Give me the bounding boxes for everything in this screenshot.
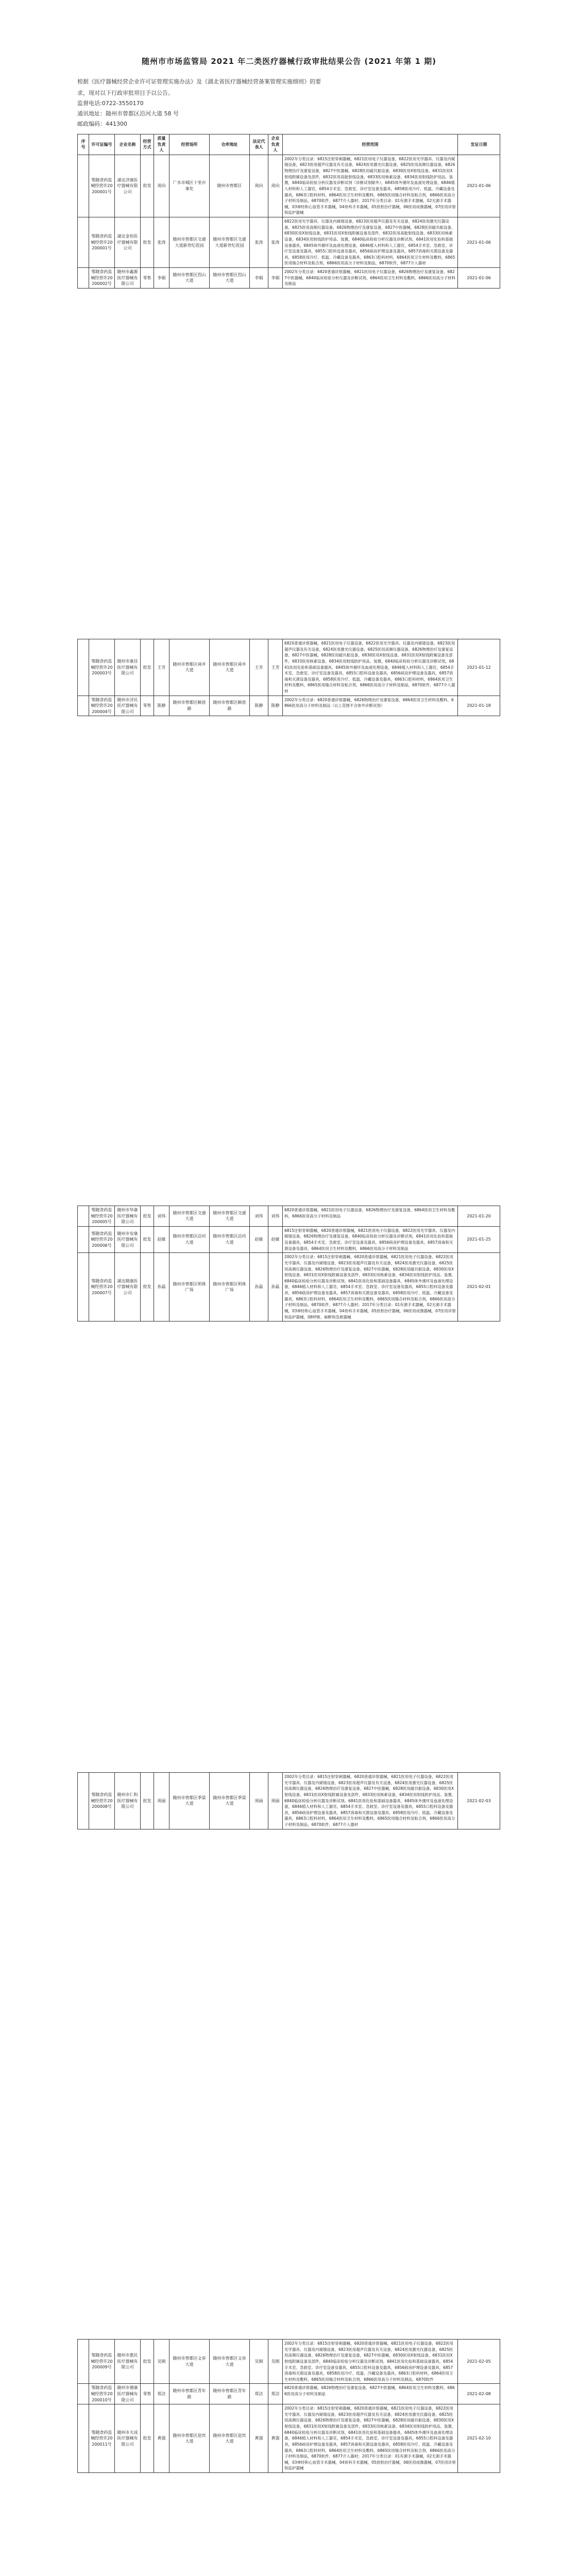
issue-date-cell: 2021-01-06	[458, 155, 500, 217]
warehouse-address-cell: 随州市曾都区文帝大道	[210, 2340, 250, 2384]
license-number-cell: 鄂随食药监械经营许20200009号	[89, 2340, 115, 2384]
company-name-cell: 随州市鑫源医疗器械有限公司	[115, 268, 141, 289]
row-number-cell	[78, 1226, 89, 1253]
enterprise-head-cell: 周丽	[268, 1773, 283, 1829]
legal-representative-cell: 王芳	[250, 639, 268, 696]
company-name-cell: 随州市惠民医疗器械有限公司	[115, 2340, 141, 2384]
business-scope-cell: 6815注射穿刺器械，6820普通诊察器械，6821医用电子仪器设备，6822医用光学器具、仪器及内窥镜设备，6826物理治疗及康复设备，6840临床检验分析仪器及诊断试剂，6841医用化验和基础设备器具，6854手术室、急救室、诊疗室设备及器具，6856病房护理设备及器具，6857消毒和灭菌设备及器具，6864医用卫生材料及敷料，6866医用高分子材料及制品	[283, 1226, 458, 1253]
row-number-cell	[78, 2384, 89, 2404]
legal-representative-cell: 刘伟	[250, 1206, 268, 1227]
business-premises-cell: 随州市曾都区迎宾大道	[169, 2404, 210, 2473]
header-row	[78, 134, 500, 155]
warehouse-address-cell: 随州市曾都区解放路	[210, 696, 250, 716]
table-row	[78, 1226, 500, 1253]
enterprise-head-cell: 郑洁	[268, 2384, 283, 2404]
postal-code: 邮政编码：441300	[77, 121, 127, 127]
license-number-cell: 鄂随食药监械经营许20200001号	[89, 217, 115, 268]
column-header: 序号	[78, 134, 89, 155]
issue-date-cell: 2021-02-01	[458, 1253, 500, 1321]
document-title: 随州市市场监管局 2021 年二类医疗器械行政审批结果公告 (2021 年第 1 期)	[142, 57, 436, 66]
legal-representative-cell: 孙磊	[250, 1253, 268, 1321]
warehouse-address-cell: 随州市曾都区舜井大道	[210, 639, 250, 696]
legal-representative-cell: 张涛	[250, 217, 268, 268]
business-scope-cell: 2002年分类目录：6815注射穿刺器械，6820普通诊察器械，6821医用电子仪器设备，6822医用光学器具、仪器及内窥镜设备，6823医用超声仪器及有关设备，6824医用激光仪器设备，6825医用高频仪器设备，6826物理治疗及康复设备，6827中医器械，6830医用X射线设备，6831医用X射线附属设备及部件，6840临床检验分析仪器及诊断试剂，6841医用化验和基础设备器具，6854手术室、急救室、诊疗室设备及器具，6855口腔科设备及器具，6856病房护理设备及器具，6857消毒和灭菌设备及器具，6858医用冷疗、低温、冷藏设备及器具，6863口腔科材料，6864医用卫生材料及敷料，6865医用缝合材料及粘合剂，6866医用高分子材料及制品，6870软件	[283, 2340, 458, 2384]
business-mode-cell: 批发	[141, 2404, 154, 2473]
enterprise-head-cell: 陈静	[268, 696, 283, 716]
quality-manager-cell: 郑洁	[154, 2384, 169, 2404]
row-number-cell	[78, 1206, 89, 1227]
table-header	[78, 134, 500, 155]
business-scope-cell: 6820普通诊察器械，6821医用电子仪器设备，6822医用光学器具、仪器及内窥镜设备，6823医用超声仪器及有关设备，6824医用激光仪器设备，6825医用高频仪器设备，6826物理治疗及康复设备，6827中医器械，6828医用磁共振设备，6830医用X射线设备，6831医用X射线附属设备及部件，6833医用核素设备，6834医用射线防护用品、装置，6840临床检验分析仪器及诊断试剂，6841医用化验和基础设备器具，6845体外循环及血液处理设备，6846植入材料和人工器官，6854手术室、急救室、诊疗室设备及器具，6855口腔科设备及器具，6856病房护理设备及器具，6857消毒和灭菌设备及器具，6858医用冷疗、低温、冷藏设备及器具，6863口腔科材料，6864医用卫生材料及敷料，6865医用缝合材料及粘合剂，6866医用高分子材料及制品，6870软件，6877介入器材	[283, 639, 458, 696]
table-row	[78, 639, 500, 696]
company-name-cell: 随州市德康医疗器械有限公司	[115, 2384, 141, 2404]
quality-manager-cell: 周丽	[154, 1773, 169, 1829]
column-header: 法定代表人	[250, 134, 268, 155]
row-number-cell	[78, 639, 89, 696]
license-number-cell: 鄂随食药监械经营许20200005号	[89, 1206, 115, 1227]
company-name-cell: 随州市安康医疗器械有限公司	[115, 1226, 141, 1253]
company-name-cell: 随州市华康医疗器械有限公司	[115, 1206, 141, 1227]
page-3	[0, 1133, 578, 1695]
business-scope-cell: 2002年分类目录：6820普通诊察器械，6821医用电子仪器设备，6826物理治疗及康复设备，6827中医器械，6840临床检验分析仪器及诊断试剂，6864医用卫生材料及敷料，6866医用高分子材料及制品	[283, 268, 458, 289]
business-mode-cell: 批发	[141, 1773, 154, 1829]
business-premises-cell: 随州市曾都区舜井大道	[169, 639, 210, 696]
issue-date-cell: 2021-01-25	[458, 1226, 500, 1253]
company-name-cell: 湖北金恒医疗器械有限公司	[115, 217, 141, 268]
table-row	[78, 696, 500, 716]
business-mode-cell: 批发	[141, 155, 154, 217]
table-row	[78, 2404, 500, 2473]
license-number-cell: 鄂随食药监械经营许20200008号	[89, 1773, 115, 1829]
issue-date-cell: 2021-01-18	[458, 696, 500, 716]
license-number-cell: 鄂随食药监械经营许20200001号	[89, 155, 115, 217]
table-row	[78, 217, 500, 268]
quality-manager-cell: 李娟	[154, 268, 169, 289]
business-premises-cell: 随州市曾都区文帝大道	[169, 2340, 210, 2384]
issue-date-cell: 2021-02-03	[458, 1773, 500, 1829]
column-header: 仓库地址	[210, 134, 250, 155]
business-scope-cell: 2002年分类目录：6815注射穿刺器械，6820普通诊察器械，6821医用电子仪器设备，6822医用光学器具、仪器及内窥镜设备，6823医用超声仪器及有关设备，6824医用激光仪器设备，6825医用高频仪器设备，6826物理治疗及康复设备，6827中医器械，6828医用磁共振设备，6830医用X射线设备，6831医用X射线附属设备及部件，6833医用核素设备，6834医用射线防护用品、装置，6840临床检验分析仪器及诊断试剂，6841医用化验和基础设备器具，6845体外循环及血液处理设备，6846植入材料和人工器官，6854手术室、急救室、诊疗室设备及器具，6855口腔科设备及器具，6856病房护理设备及器具，6857消毒和灭菌设备及器具，6858医用冷疗、低温、冷藏设备及器具，6863口腔科材料，6864医用卫生材料及敷料，6865医用缝合材料及粘合剂，6866医用高分子材料及制品，6870软件，6877介入器材	[283, 1773, 458, 1829]
row-number-cell	[78, 1253, 89, 1321]
business-scope-cell: 2002年分类目录：6815注射穿刺器械，6820普通诊察器械，6821医用电子仪器设备，6822医用光学器具、仪器及内窥镜设备，6823医用超声仪器及有关设备，6824医用激光仪器设备，6825医用高频仪器设备，6826物理治疗及康复设备，6827中医器械，6828医用磁共振设备，6830医用X射线设备，6831医用X射线附属设备及部件，6833医用核素设备，6834医用射线防护用品、装置，6840临床检验分析仪器及诊断试剂，6841医用化验和基础设备器具，6845体外循环及血液处理设备，6846植入材料和人工器官，6854手术室、急救室、诊疗室设备及器具，6855口腔科设备及器具，6856病房护理设备及器具，6857消毒和灭菌设备及器具，6858医用冷疗、低温、冷藏设备及器具，6863口腔科材料，6864医用卫生材料及敷料，6865医用缝合材料及粘合剂，6866医用高分子材料及制品，6870软件，6877介入器材；2017年分类目录：01有源手术器械，02无源手术器械，03神经和心血管手术器械，04骨科手术器械，05放射治疗器械，06医用成像器械，07医用诊察和监护器械	[283, 2404, 458, 2473]
enterprise-head-cell: 孙磊	[268, 1253, 283, 1321]
issue-date-cell: 2021-01-06	[458, 268, 500, 289]
column-header: 经营范围	[283, 134, 458, 155]
supervision-phone: 监督电话:0722-3550170	[77, 100, 144, 107]
company-name-cell: 随州市济民医疗器械有限公司	[115, 696, 141, 716]
warehouse-address-cell: 随州市曾都区青年路	[210, 2384, 250, 2404]
issue-date-cell: 2021-01-06	[458, 217, 500, 268]
business-premises-cell: 随州市曾都区沿河大道	[169, 1226, 210, 1253]
intro-line-2: 求，现对以下行政审批项目予以公告。	[77, 90, 174, 96]
page-5	[0, 2267, 578, 2576]
intro-line-1: 根据《医疗器械经营企业许可证管理实施办法》及《湖北省医疗器械经营备案管理实施细则》的要	[77, 78, 321, 85]
issue-date-cell: 2021-01-12	[458, 639, 500, 696]
license-number-cell: 鄂随食药监械经营许20200003号	[89, 639, 115, 696]
issue-date-cell: 2021-02-08	[458, 2384, 500, 2404]
business-mode-cell: 批发	[141, 1206, 154, 1227]
row-number-cell	[78, 696, 89, 716]
business-mode-cell: 批发	[141, 1253, 154, 1321]
enterprise-head-cell: 吴刚	[268, 2340, 283, 2384]
quality-manager-cell: 刘伟	[154, 1206, 169, 1227]
table-row	[78, 2340, 500, 2384]
enterprise-head-cell: 赵敏	[268, 1226, 283, 1253]
business-scope-cell: 6820普通诊察器械，6826物理治疗及康复设备，6827中医器械，6864医用卫生材料及敷料，6866医用高分子材料及制品	[283, 2384, 458, 2404]
quality-manager-cell: 黄强	[154, 2404, 169, 2473]
row-number-cell	[78, 2340, 89, 2384]
approval-table-page-3	[77, 1206, 500, 1321]
business-mode-cell: 批发	[141, 217, 154, 268]
table-row	[78, 1773, 500, 1829]
company-name-cell: 随州市康佳医疗器械有限公司	[115, 639, 141, 696]
legal-representative-cell: 郑洁	[250, 2384, 268, 2404]
quality-manager-cell: 周向	[154, 155, 169, 217]
license-number-cell: 鄂随食药监械经营许20200006号	[89, 1226, 115, 1253]
column-header: 企业负责人	[268, 134, 283, 155]
business-scope-cell: 6822医用光学器具、仪器及内窥镜设备，6823医用超声仪器及有关设备，6824医用激光仪器设备，6825医用高频仪器设备，6826物理治疗及康复设备，6827中医器械，6828医用磁共振设备，6830医用X射线设备，6831医用X射线附属设备及部件，6832医用高能射线设备，6833医用核素设备，6834医用射线防护用品、装置，6840临床检验分析仪器及诊断试剂，6841医用化验和基础设备器具，6845体外循环及血液处理设备，6846植入材料和人工器官，6854手术室、急救室、诊疗室设备及器具，6855口腔科设备及器具，6856病房护理设备及器具，6857消毒和灭菌设备及器具，6858医用冷疗、低温、冷藏设备及器具，6863口腔科材料，6864医用卫生材料及敷料，6865医用缝合材料及粘合剂，6866医用高分子材料及制品，6870软件，6877介入器材	[283, 217, 458, 268]
row-number-cell	[78, 155, 89, 217]
page-2	[0, 567, 578, 1128]
issue-date-cell: 2021-02-05	[458, 2340, 500, 2384]
column-header: 质量负责人	[154, 134, 169, 155]
warehouse-address-cell: 随州市曾都区沿河大道	[210, 1226, 250, 1253]
table-row	[78, 1206, 500, 1227]
quality-manager-cell: 孙磊	[154, 1253, 169, 1321]
enterprise-head-cell: 李娟	[268, 268, 283, 289]
enterprise-head-cell: 王芳	[268, 639, 283, 696]
approval-table-page-4	[77, 1772, 500, 1829]
business-mode-cell: 批发	[141, 1226, 154, 1253]
row-number-cell	[78, 268, 89, 289]
warehouse-address-cell: 随州市曾都区明珠广场	[210, 1253, 250, 1321]
warehouse-address-cell: 随州市曾都区交通大道新世纪花园	[210, 217, 250, 268]
business-mode-cell: 零售	[141, 268, 154, 289]
table-row	[78, 2384, 500, 2404]
business-mode-cell: 批发	[141, 639, 154, 696]
legal-representative-cell: 赵敏	[250, 1226, 268, 1253]
page-1	[0, 0, 578, 562]
business-premises-cell: 随州市曾都区青年路	[169, 2384, 210, 2404]
company-name-cell: 湖北济康医疗器械有限公司	[115, 155, 141, 217]
warehouse-address-cell: 随州市曾都区	[210, 155, 250, 217]
table-row	[78, 155, 500, 217]
approval-table-page-1	[77, 134, 500, 289]
warehouse-address-cell: 随州市曾都区交通大道	[210, 1206, 250, 1227]
column-header: 许可证编号	[89, 134, 115, 155]
approval-table-page-5	[77, 2339, 500, 2473]
company-name-cell: 随州市天成医疗器械有限公司	[115, 2404, 141, 2473]
quality-manager-cell: 陈静	[154, 696, 169, 716]
legal-representative-cell: 周向	[250, 155, 268, 217]
legal-representative-cell: 吴刚	[250, 2340, 268, 2384]
issue-date-cell: 2021-02-10	[458, 2404, 500, 2473]
column-header: 经营场所	[169, 134, 210, 155]
quality-manager-cell: 赵敏	[154, 1226, 169, 1253]
page-4	[0, 1700, 578, 2262]
column-header: 企业名称	[115, 134, 141, 155]
legal-representative-cell: 陈静	[250, 696, 268, 716]
license-number-cell: 鄂随食药监械经营许20200011号	[89, 2404, 115, 2473]
business-mode-cell: 批发	[141, 2340, 154, 2384]
license-number-cell: 鄂随食药监械经营许20200002号	[89, 268, 115, 289]
business-premises-cell: 随州市曾都区交通大道新世纪花园	[169, 217, 210, 268]
license-number-cell: 鄂随食药监械经营许20200004号	[89, 696, 115, 716]
business-premises-cell: 广水市城区十里办事处	[169, 155, 210, 217]
warehouse-address-cell: 随州市曾都区迎宾大道	[210, 2404, 250, 2473]
legal-representative-cell: 李娟	[250, 268, 268, 289]
business-scope-cell: 2002年分类目录：6820普通诊察器械，6826物理治疗及康复设备，6864医用卫生材料及敷料，6866医用高分子材料及制品（以上范围不含体外诊断试剂）	[283, 696, 458, 716]
business-scope-cell: 2002年分类目录：6815注射穿刺器械，6821医用电子仪器设备，6822医用光学器具、仪器及内窥镜设备，6823医用超声仪器及有关设备，6824医用激光仪器设备，6825医用高频仪器设备，6826物理治疗及康复设备，6827中医器械，6828医用磁共振设备，6830医用X射线设备，6831医用X射线附属设备及部件，6832医用高能射线设备，6833医用核素设备，6834医用射线防护用品、装置，6840临床检验分析仪器及诊断试剂（诊断试剂除外），6845体外循环及血液处理设备，6846植入材料和人工器官，6854手术室、急救室、诊疗室设备及器具，6858医用冷疗、低温、冷藏设备及器具，6863口腔科材料，6864医用卫生材料及敷料，6865医用缝合材料及粘合剂，6866医用高分子材料及制品，6870软件，6877介入器材；2017年分类目录：01有源手术器械，02无源手术器械，03神经和心血管手术器械，04骨科手术器械，05放射治疗器械，06医用成像器械，07医用诊察和监护器械	[283, 155, 458, 217]
warehouse-address-cell: 随州市曾都区烈山大道	[210, 268, 250, 289]
business-scope-cell: 2002年分类目录：6815注射穿刺器械，6820普通诊察器械，6821医用电子仪器设备，6822医用光学器具、仪器及内窥镜设备，6823医用超声仪器及有关设备，6824医用激光仪器设备，6825医用高频仪器设备，6826物理治疗及康复设备，6827中医器械，6828医用磁共振设备，6830医用X射线设备，6831医用X射线附属设备及部件，6833医用核素设备，6834医用射线防护用品、装置，6840临床检验分析仪器及诊断试剂，6841医用化验和基础设备器具，6845体外循环及血液处理设备，6846植入材料和人工器官，6854手术室、急救室、诊疗室设备及器具，6855口腔科设备及器具，6856病房护理设备及器具，6857消毒和灭菌设备及器具，6858医用冷疗、低温、冷藏设备及器具，6863口腔科材料，6864医用卫生材料及敷料，6865医用缝合材料及粘合剂，6866医用高分子材料及制品，6870软件，6877介入器材；2017年分类目录：01有源手术器械，02无源手术器械，03神经和心血管手术器械，04骨科手术器械，05放射治疗器械，06医用成像器械，07医用诊察和监护器械，08呼吸、麻醉和急救器械	[283, 1253, 458, 1321]
business-mode-cell: 零售	[141, 696, 154, 716]
business-premises-cell: 随州市曾都区季梁大道	[169, 1773, 210, 1829]
row-number-cell	[78, 2404, 89, 2473]
company-name-cell: 湖北随康医疗器械有限公司	[115, 1253, 141, 1321]
business-scope-cell: 6820普通诊察器械，6821医用电子仪器设备，6826物理治疗及康复设备，6864医用卫生材料及敷料，6866医用高分子材料及制品	[283, 1206, 458, 1227]
business-premises-cell: 随州市曾都区解放路	[169, 696, 210, 716]
issue-date-cell: 2021-01-20	[458, 1206, 500, 1227]
company-name-cell: 随州市仁和医疗器械有限公司	[115, 1773, 141, 1829]
row-number-cell	[78, 1773, 89, 1829]
column-header: 经营方式	[141, 134, 154, 155]
legal-representative-cell: 黄强	[250, 2404, 268, 2473]
business-premises-cell: 随州市曾都区交通大道	[169, 1206, 210, 1227]
business-mode-cell: 零售	[141, 2384, 154, 2404]
quality-manager-cell: 吴刚	[154, 2340, 169, 2384]
approval-table-page-2	[77, 639, 500, 716]
business-premises-cell: 随州市曾都区烈山大道	[169, 268, 210, 289]
business-premises-cell: 随州市曾都区明珠广场	[169, 1253, 210, 1321]
table-row	[78, 1253, 500, 1321]
table-row	[78, 268, 500, 289]
quality-manager-cell: 张涛	[154, 217, 169, 268]
legal-representative-cell: 周丽	[250, 1773, 268, 1829]
license-number-cell: 鄂随食药监械经营许20200007号	[89, 1253, 115, 1321]
enterprise-head-cell: 黄强	[268, 2404, 283, 2473]
column-header: 发证日期	[458, 134, 500, 155]
warehouse-address-cell: 随州市曾都区季梁大道	[210, 1773, 250, 1829]
quality-manager-cell: 王芳	[154, 639, 169, 696]
mailing-address: 通讯地址：随州市曾都区沿河大道 58 号	[77, 110, 179, 117]
enterprise-head-cell: 周向	[268, 155, 283, 217]
license-number-cell: 鄂随食药监械经营许20200010号	[89, 2384, 115, 2404]
row-number-cell	[78, 217, 89, 268]
enterprise-head-cell: 张涛	[268, 217, 283, 268]
enterprise-head-cell: 刘伟	[268, 1206, 283, 1227]
